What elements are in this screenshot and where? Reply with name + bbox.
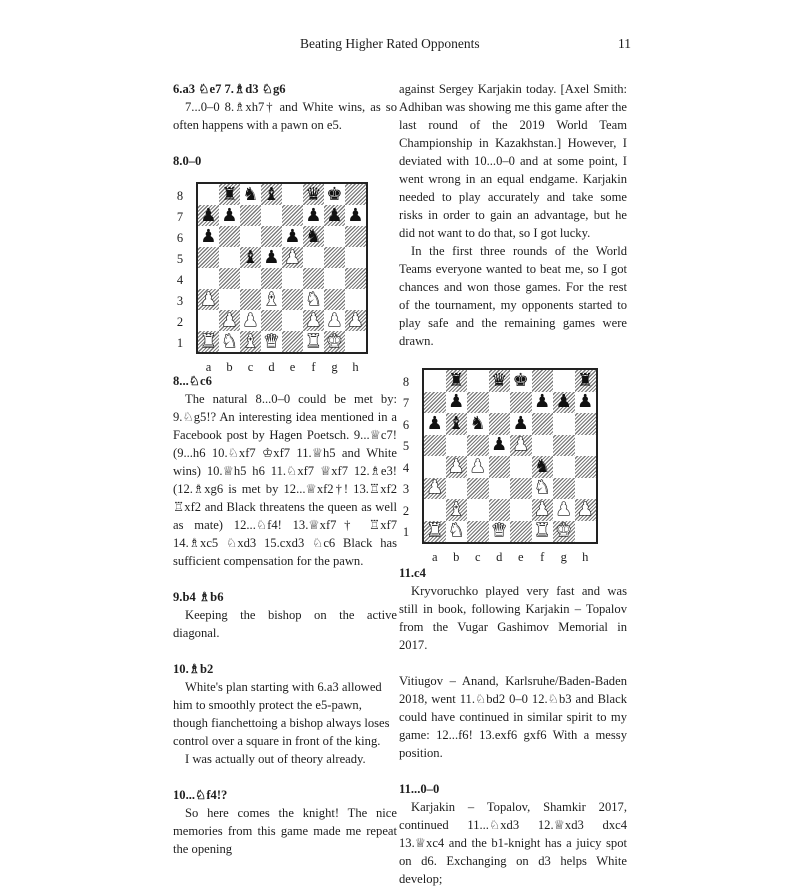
black-pawn-icon: ♟ (305, 204, 322, 226)
board-square (345, 268, 366, 289)
file-label: h (352, 360, 359, 374)
board-square (219, 247, 240, 268)
board-square (303, 268, 324, 289)
left-column (173, 80, 397, 858)
running-header: Beating Higher Rated Opponents (300, 36, 480, 51)
black-queen-icon: ♛ (491, 369, 508, 391)
board-square (219, 226, 240, 247)
board-square (261, 205, 282, 226)
black-pawn-icon: ♟ (491, 434, 508, 456)
board-square (575, 456, 597, 478)
board-square (198, 247, 219, 268)
rank-label: 8 (402, 374, 410, 389)
rank-label: 4 (402, 460, 410, 475)
rank-label: 5 (176, 251, 184, 266)
board-square (282, 289, 303, 310)
board-square (219, 289, 240, 310)
board-square (282, 205, 303, 226)
white-pawn-icon: ♟ (284, 246, 301, 268)
white-pawn-icon: ♟ (469, 455, 486, 477)
rank-label: 7 (176, 209, 184, 224)
white-knight-icon: ♞ (221, 330, 238, 352)
white-queen-icon: ♛ (491, 520, 508, 542)
board-square (467, 435, 489, 457)
file-label: c (247, 360, 254, 374)
board-square (467, 499, 489, 521)
white-rook-icon: ♜ (200, 330, 217, 352)
white-pawn-icon: ♟ (326, 309, 343, 331)
white-rook-icon: ♜ (534, 520, 551, 542)
move-heading: 8.0–0 (173, 154, 202, 168)
board-square (324, 247, 345, 268)
white-pawn-icon: ♟ (512, 434, 529, 456)
file-label: d (496, 550, 503, 564)
board-square (324, 226, 345, 247)
rank-label: 5 (402, 439, 410, 454)
file-label: c (474, 550, 481, 564)
board-square (575, 521, 597, 543)
black-pawn-icon: ♟ (284, 225, 301, 247)
rank-label: 7 (402, 396, 410, 411)
board-square (575, 413, 597, 435)
board-square (198, 310, 219, 331)
file-label: e (517, 550, 524, 564)
black-queen-icon: ♛ (305, 183, 322, 205)
black-pawn-icon: ♟ (221, 204, 238, 226)
board-square (510, 392, 532, 414)
file-label: g (560, 550, 567, 564)
file-label: b (226, 360, 233, 374)
paragraph: I was actually out of theory already. (185, 752, 366, 766)
file-label: f (311, 360, 316, 374)
white-queen-icon: ♛ (263, 330, 280, 352)
board-square (345, 247, 366, 268)
board-square (553, 478, 575, 500)
board-square (303, 247, 324, 268)
paragraph: So here comes the knight! The nice memories from this game made me repeat the opening (173, 806, 397, 856)
board-square (553, 370, 575, 392)
move-heading: 10.♗b2 (173, 662, 214, 676)
white-rook-icon: ♜ (426, 520, 443, 542)
board-square (510, 499, 532, 521)
board-square (489, 413, 511, 435)
black-rook-icon: ♜ (221, 183, 238, 205)
board-square (424, 456, 446, 478)
board-square (532, 435, 554, 457)
board-square (282, 331, 303, 352)
white-knight-icon: ♞ (305, 288, 322, 310)
board-square (489, 478, 511, 500)
white-pawn-icon: ♟ (305, 309, 322, 331)
white-king-icon: ♚ (326, 330, 343, 352)
board-square (282, 268, 303, 289)
board-square (324, 268, 345, 289)
board-square (467, 370, 489, 392)
white-pawn-icon: ♟ (242, 309, 259, 331)
black-bishop-icon: ♝ (448, 412, 465, 434)
rank-label: 4 (176, 272, 184, 287)
black-pawn-icon: ♟ (200, 204, 217, 226)
black-pawn-icon: ♟ (263, 246, 280, 268)
white-pawn-icon: ♟ (426, 477, 443, 499)
rank-label: 6 (402, 417, 410, 432)
move-heading: 11...0–0 (399, 782, 440, 796)
white-pawn-icon: ♟ (534, 498, 551, 520)
board-square (219, 268, 240, 289)
white-bishop-icon: ♝ (263, 288, 280, 310)
board-square (261, 226, 282, 247)
rank-label: 2 (402, 503, 410, 518)
file-label: d (268, 360, 275, 374)
move-heading: 6.a3 ♘e7 7.♗d3 ♘g6 (173, 82, 286, 96)
board-square (345, 184, 366, 205)
board-grid (196, 182, 368, 354)
white-pawn-icon: ♟ (448, 455, 465, 477)
paragraph: Karjakin – Topalov, Shamkir 2017, continued 11...♘xd3 12.♕xd3 dxc4 13.♕xc4 and the b1-knight has a juicy spot on d6. Exchanging on d3 helps White develop; (399, 800, 627, 886)
paragraph: In the first three rounds of the World Teams everyone wanted to beat me, so I got chances and won those games. For the rest of the tournament, my opponents started to play safe and the remaining games were drawn. (399, 244, 627, 348)
rank-label: 6 (176, 230, 184, 245)
black-knight-icon: ♞ (534, 455, 551, 477)
black-pawn-icon: ♟ (448, 391, 465, 413)
board-square (510, 478, 532, 500)
move-heading: 11.c4 (399, 566, 426, 580)
black-pawn-icon: ♟ (534, 391, 551, 413)
file-label: a (205, 360, 212, 374)
white-pawn-icon: ♟ (555, 498, 572, 520)
black-pawn-icon: ♟ (555, 391, 572, 413)
rank-label: 3 (402, 482, 410, 497)
board-square (553, 456, 575, 478)
black-rook-icon: ♜ (577, 369, 594, 391)
paragraph: 7...0–0 8.♗xh7† and White wins, as so often happens with a pawn on e5. (173, 100, 397, 132)
white-pawn-icon: ♟ (577, 498, 594, 520)
move-heading: 8...♘c6 (173, 374, 212, 388)
black-knight-icon: ♞ (469, 412, 486, 434)
black-pawn-icon: ♟ (326, 204, 343, 226)
file-label: h (582, 550, 589, 564)
white-king-icon: ♚ (555, 520, 572, 542)
board-square (489, 499, 511, 521)
file-label: b (453, 550, 460, 564)
board-square (467, 478, 489, 500)
black-rook-icon: ♜ (448, 369, 465, 391)
rank-label: 8 (176, 188, 184, 203)
board-square (198, 184, 219, 205)
file-label: a (431, 550, 438, 564)
black-pawn-icon: ♟ (577, 391, 594, 413)
board-square (446, 478, 468, 500)
board-square (532, 370, 554, 392)
board-square (424, 370, 446, 392)
white-pawn-icon: ♟ (200, 288, 217, 310)
paragraph: The natural 8...0–0 could be met by: 9.♘g5!? An interesting idea mentioned in a Facebook post by Hagen Poetsch. 9...♕c7! (9...h6 10.♘xf7 ♔xf7 11.♕h5 and White wins) 10.♕h5 h6 11.♘xf7 ♕xf7 12.♗e3! (12.♗xg6 is met by 12...♕xf2†! 13.♖xf2 ♖xf2 and Black threatens the queen as well as mate) 12...♘f4! 13.♕xf7† ♖xf7 14.♗xc5 ♘xd3 15.cxd3 ♘c6 Black has sufficient compensation for the pawn. (173, 392, 397, 568)
file-label: e (289, 360, 296, 374)
board-square (424, 499, 446, 521)
white-pawn-icon: ♟ (347, 309, 364, 331)
black-king-icon: ♚ (512, 369, 529, 391)
white-knight-icon: ♞ (448, 520, 465, 542)
white-rook-icon: ♜ (305, 330, 322, 352)
board-square (467, 392, 489, 414)
page-number: 11 (618, 36, 631, 51)
black-knight-icon: ♞ (305, 225, 322, 247)
board-square (446, 435, 468, 457)
paragraph: Vitiugov – Anand, Karlsruhe/Baden-Baden 2018, went 11.♘bd2 0–0 12.♘b3 and Black could have continued in similar spirit to my game: 12...f6! 13.exf6 gxf6 With a messy position. (399, 674, 627, 760)
black-bishop-icon: ♝ (263, 183, 280, 205)
board-square (575, 435, 597, 457)
rank-label: 1 (176, 335, 184, 350)
black-pawn-icon: ♟ (347, 204, 364, 226)
board-square (198, 268, 219, 289)
paragraph: Kryvoruchko played very fast and was still in book, following Karjakin – Topalov from the Vugar Gashimov Memorial in 2017. (399, 584, 627, 652)
board-square (553, 435, 575, 457)
board-square (424, 392, 446, 414)
paragraph: White's plan starting with 6.a3 allowed him to smoothly protect the e5-pawn, though fianchettoing a bishop always loses control over a square in front of the king. (173, 680, 390, 748)
right-column (399, 80, 627, 888)
board-square (261, 268, 282, 289)
board-square (575, 478, 597, 500)
file-label: g (331, 360, 338, 374)
white-bishop-icon: ♝ (448, 498, 465, 520)
white-pawn-icon: ♟ (221, 309, 238, 331)
board-square (489, 456, 511, 478)
board-square (489, 392, 511, 414)
board-square (345, 226, 366, 247)
chess-diagram-2 (399, 368, 599, 564)
board-square (424, 435, 446, 457)
paragraph: Keeping the bishop on the active diagonal. (173, 608, 397, 640)
board-square (240, 226, 261, 247)
chess-diagram-1 (173, 182, 363, 372)
board-square (467, 521, 489, 543)
board-square (532, 413, 554, 435)
board-square (510, 456, 532, 478)
paragraph: against Sergey Karjakin today. [Axel Smith: Adhiban was showing me this game after the last round of the 2019 World Team Championship in Kazakhstan.] However, I deviated with 10...0–0 and at some point, I went wrong in an equal endgame. Karjakin needed to play accurately and take some risks in order to gain an advantage, but he did not want to do that, so I got lucky. (399, 82, 627, 240)
board-grid (422, 368, 598, 544)
board-square (345, 331, 366, 352)
black-pawn-icon: ♟ (512, 412, 529, 434)
file-label: f (540, 550, 545, 564)
board-square (261, 310, 282, 331)
black-pawn-icon: ♟ (200, 225, 217, 247)
board-square (282, 184, 303, 205)
board-square (240, 205, 261, 226)
rank-label: 2 (176, 314, 184, 329)
board-square (240, 268, 261, 289)
white-knight-icon: ♞ (534, 477, 551, 499)
white-bishop-icon: ♝ (242, 330, 259, 352)
rank-label: 1 (402, 525, 410, 540)
move-heading: 10...♘f4!? (173, 788, 228, 802)
rank-label: 3 (176, 293, 184, 308)
move-heading: 9.b4 ♗b6 (173, 590, 224, 604)
black-bishop-icon: ♝ (242, 246, 259, 268)
board-square (345, 289, 366, 310)
black-pawn-icon: ♟ (426, 412, 443, 434)
black-king-icon: ♚ (326, 183, 343, 205)
board-square (553, 413, 575, 435)
black-knight-icon: ♞ (242, 183, 259, 205)
board-square (324, 289, 345, 310)
board-square (282, 310, 303, 331)
board-square (240, 289, 261, 310)
board-square (510, 521, 532, 543)
